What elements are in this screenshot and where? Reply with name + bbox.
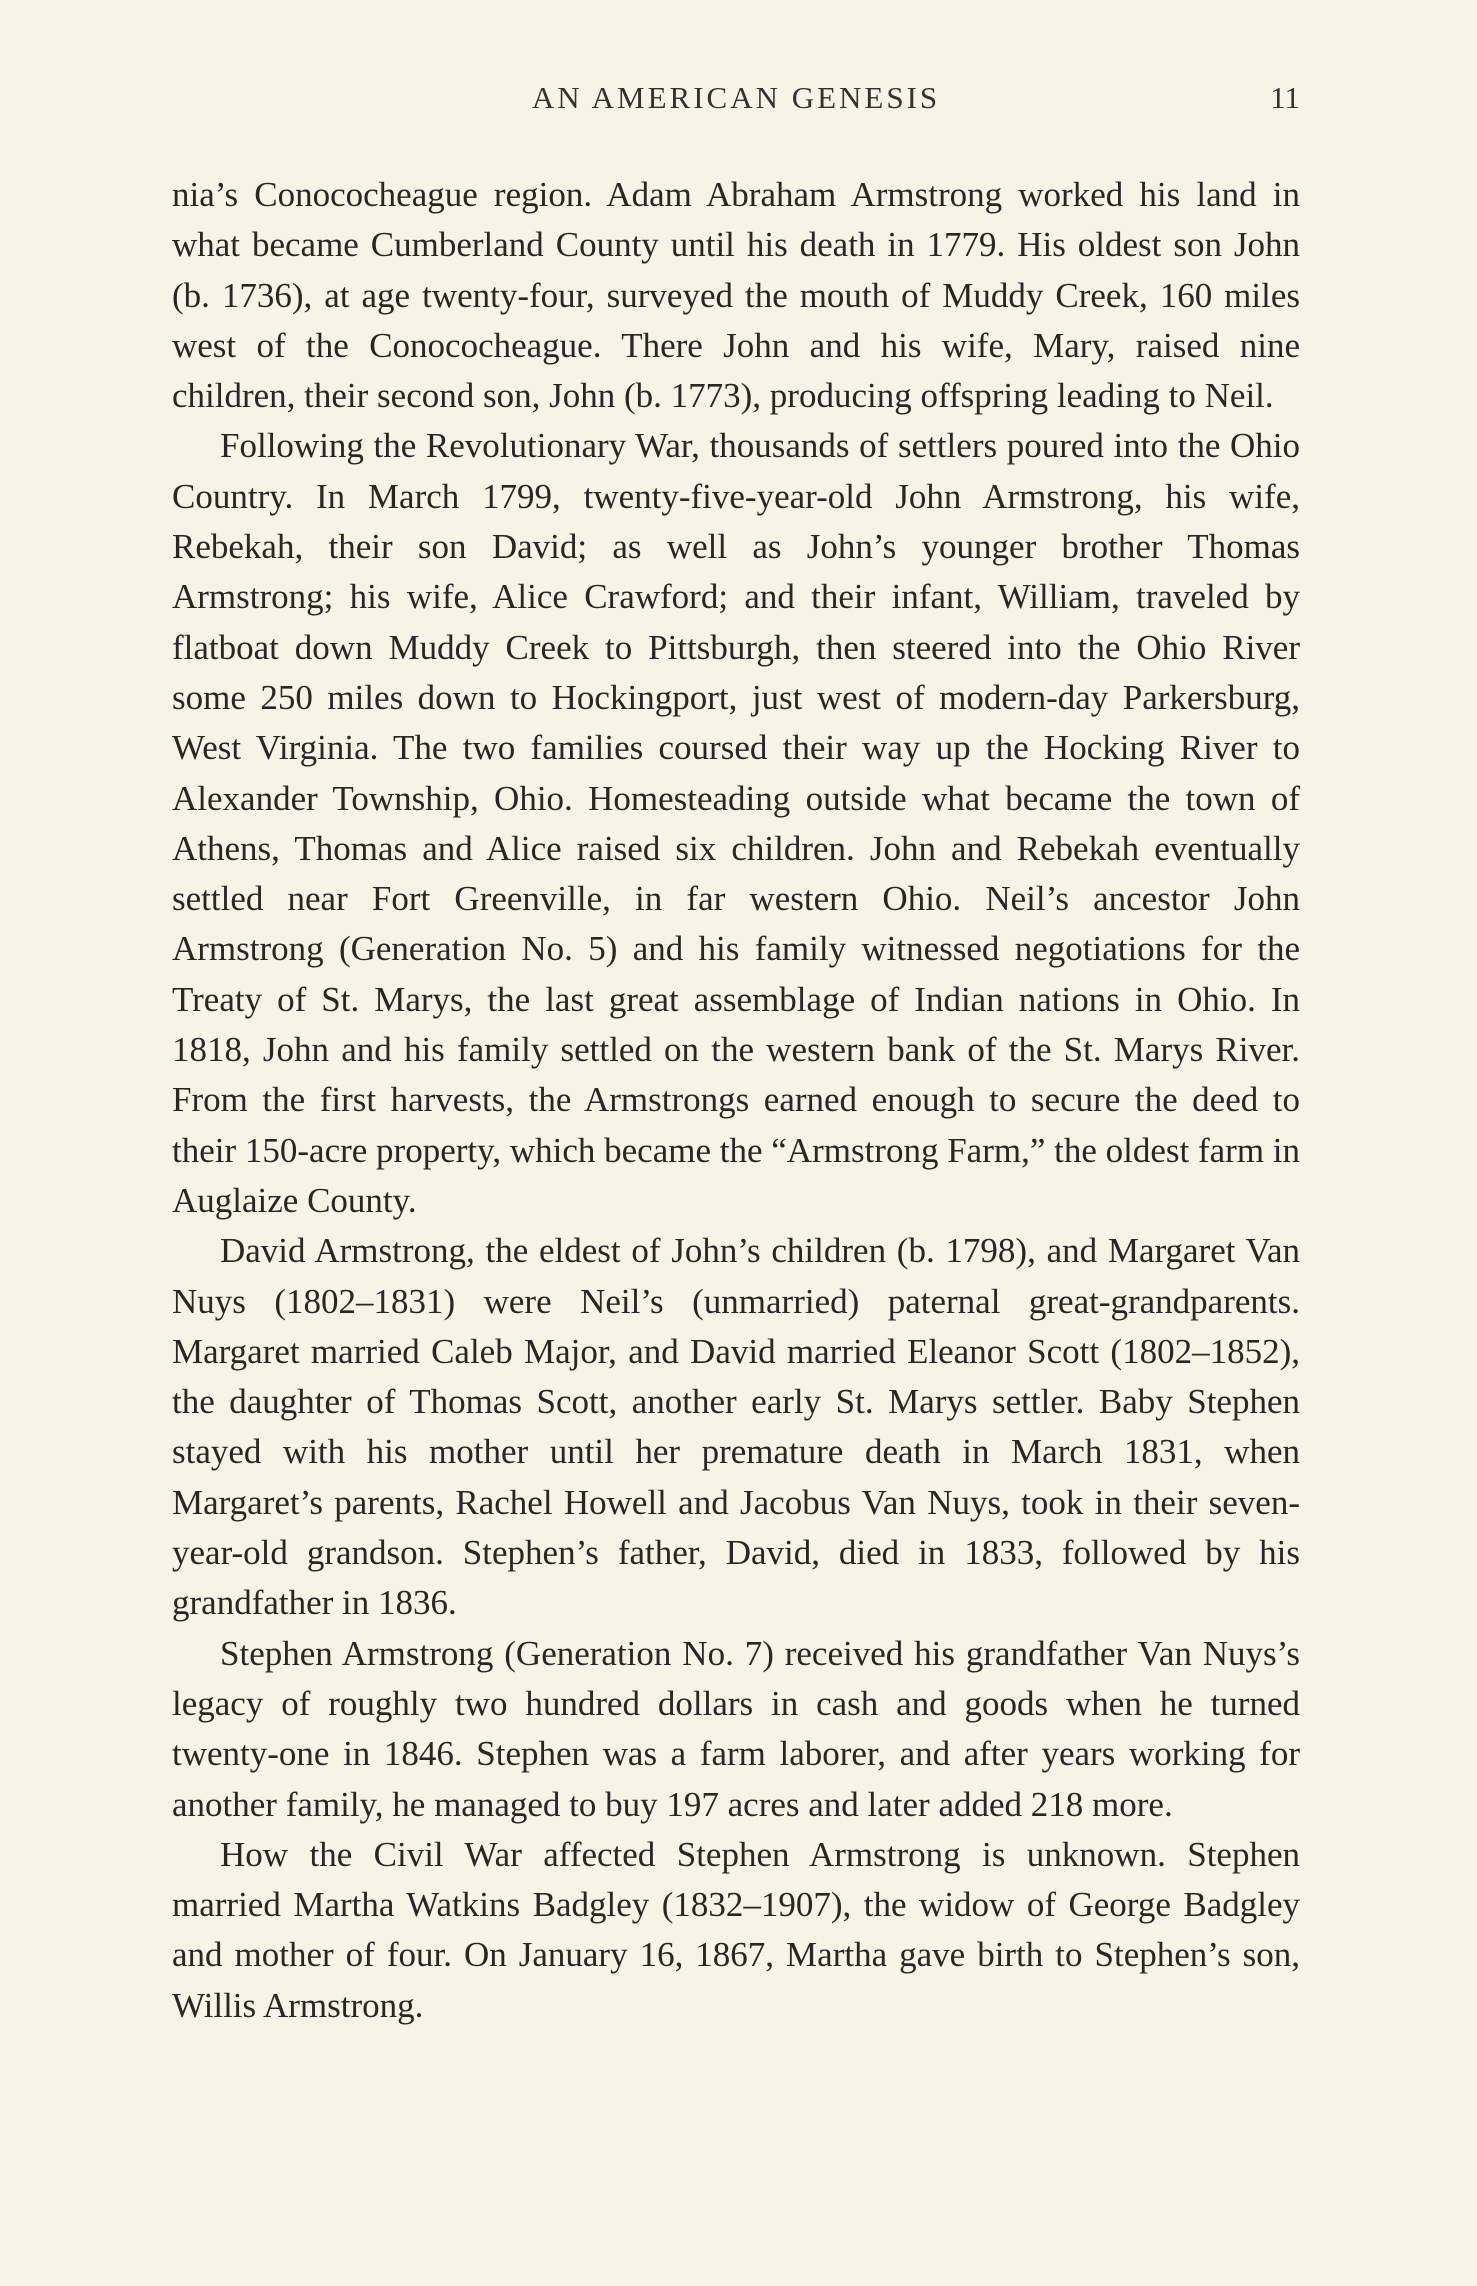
paragraph-5: How the Civil War affected Stephen Armstrong is unknown. Stephen married Martha Watkins Badgley (1832–1907), the widow of George Badgley and mother of four. On January 16, 1867, Martha gave birth to Stephen’s son, Willis Armstrong. — [172, 1834, 1300, 2025]
body-text — [172, 170, 1300, 2031]
running-head — [172, 80, 1300, 130]
paragraph-4: Stephen Armstrong (Generation No. 7) received his grandfather Van Nuys’s legacy of roughly two hundred dollars in cash and goods when he turned twenty-one in 1846. Stephen was a farm laborer, and after years working for another family, he managed to buy 197 acres and later added 218 more. — [172, 1633, 1300, 1824]
running-title: AN AMERICAN GENESIS — [531, 80, 941, 115]
paragraph-3: David Armstrong, the eldest of John’s children (b. 1798), and Margaret Van Nuys (1802–1831) were Neil’s (unmarried) paternal great-grandparents. Margaret married Caleb Major, and David married Eleanor Scott (1802–1852), the daughter of Thomas Scott, another early St. Marys settler. Baby Stephen stayed with his mother until her premature death in March 1831, when Margaret’s parents, Rachel Howell and Jacobus Van Nuys, took in their seven-year-old grandson. Stephen’s father, David, died in 1833, followed by his grandfather in 1836. — [172, 1231, 1300, 1623]
paragraph-1: nia’s Conococheague region. Adam Abraham Armstrong worked his land in what became Cumberland County until his death in 1779. His oldest son John (b. 1736), at age twenty-four, surveyed the mouth of Muddy Creek, 160 miles west of the Conococheague. There John and his wife, Mary, raised nine children, their second son, John (b. 1773), producing offspring leading to Neil. — [172, 175, 1300, 416]
paragraph-2: Following the Revolutionary War, thousands of settlers poured into the Ohio Country. In March 1799, twenty-five-year-old John Armstrong, his wife, Rebekah, their son David; as well as John’s younger brother Thomas Armstrong; his wife, Alice Crawford; and their infant, William, traveled by flatboat down Muddy Creek to Pittsburgh, then steered into the Ohio River some 250 miles down to Hockingport, just west of modern-day Parkersburg, West Virginia. The two families coursed their way up the Hocking River to Alexander Township, Ohio. Homesteading outside what became the town of Athens, Thomas and Alice raised six children. John and Rebekah eventually settled near Fort Greenville, in far western Ohio. Neil’s ancestor John Armstrong (Generation No. 5) and his family witnessed negotiations for the Treaty of St. Marys, the last great assemblage of Indian nations in Ohio. In 1818, John and his family settled on the western bank of the St. Marys River. From the first harvests, the Armstrongs earned enough to secure the deed to their 150-acre property, which became the “Armstrong Farm,” the oldest farm in Auglaize County. — [172, 426, 1301, 1220]
page-number: 11 — [1270, 80, 1300, 115]
